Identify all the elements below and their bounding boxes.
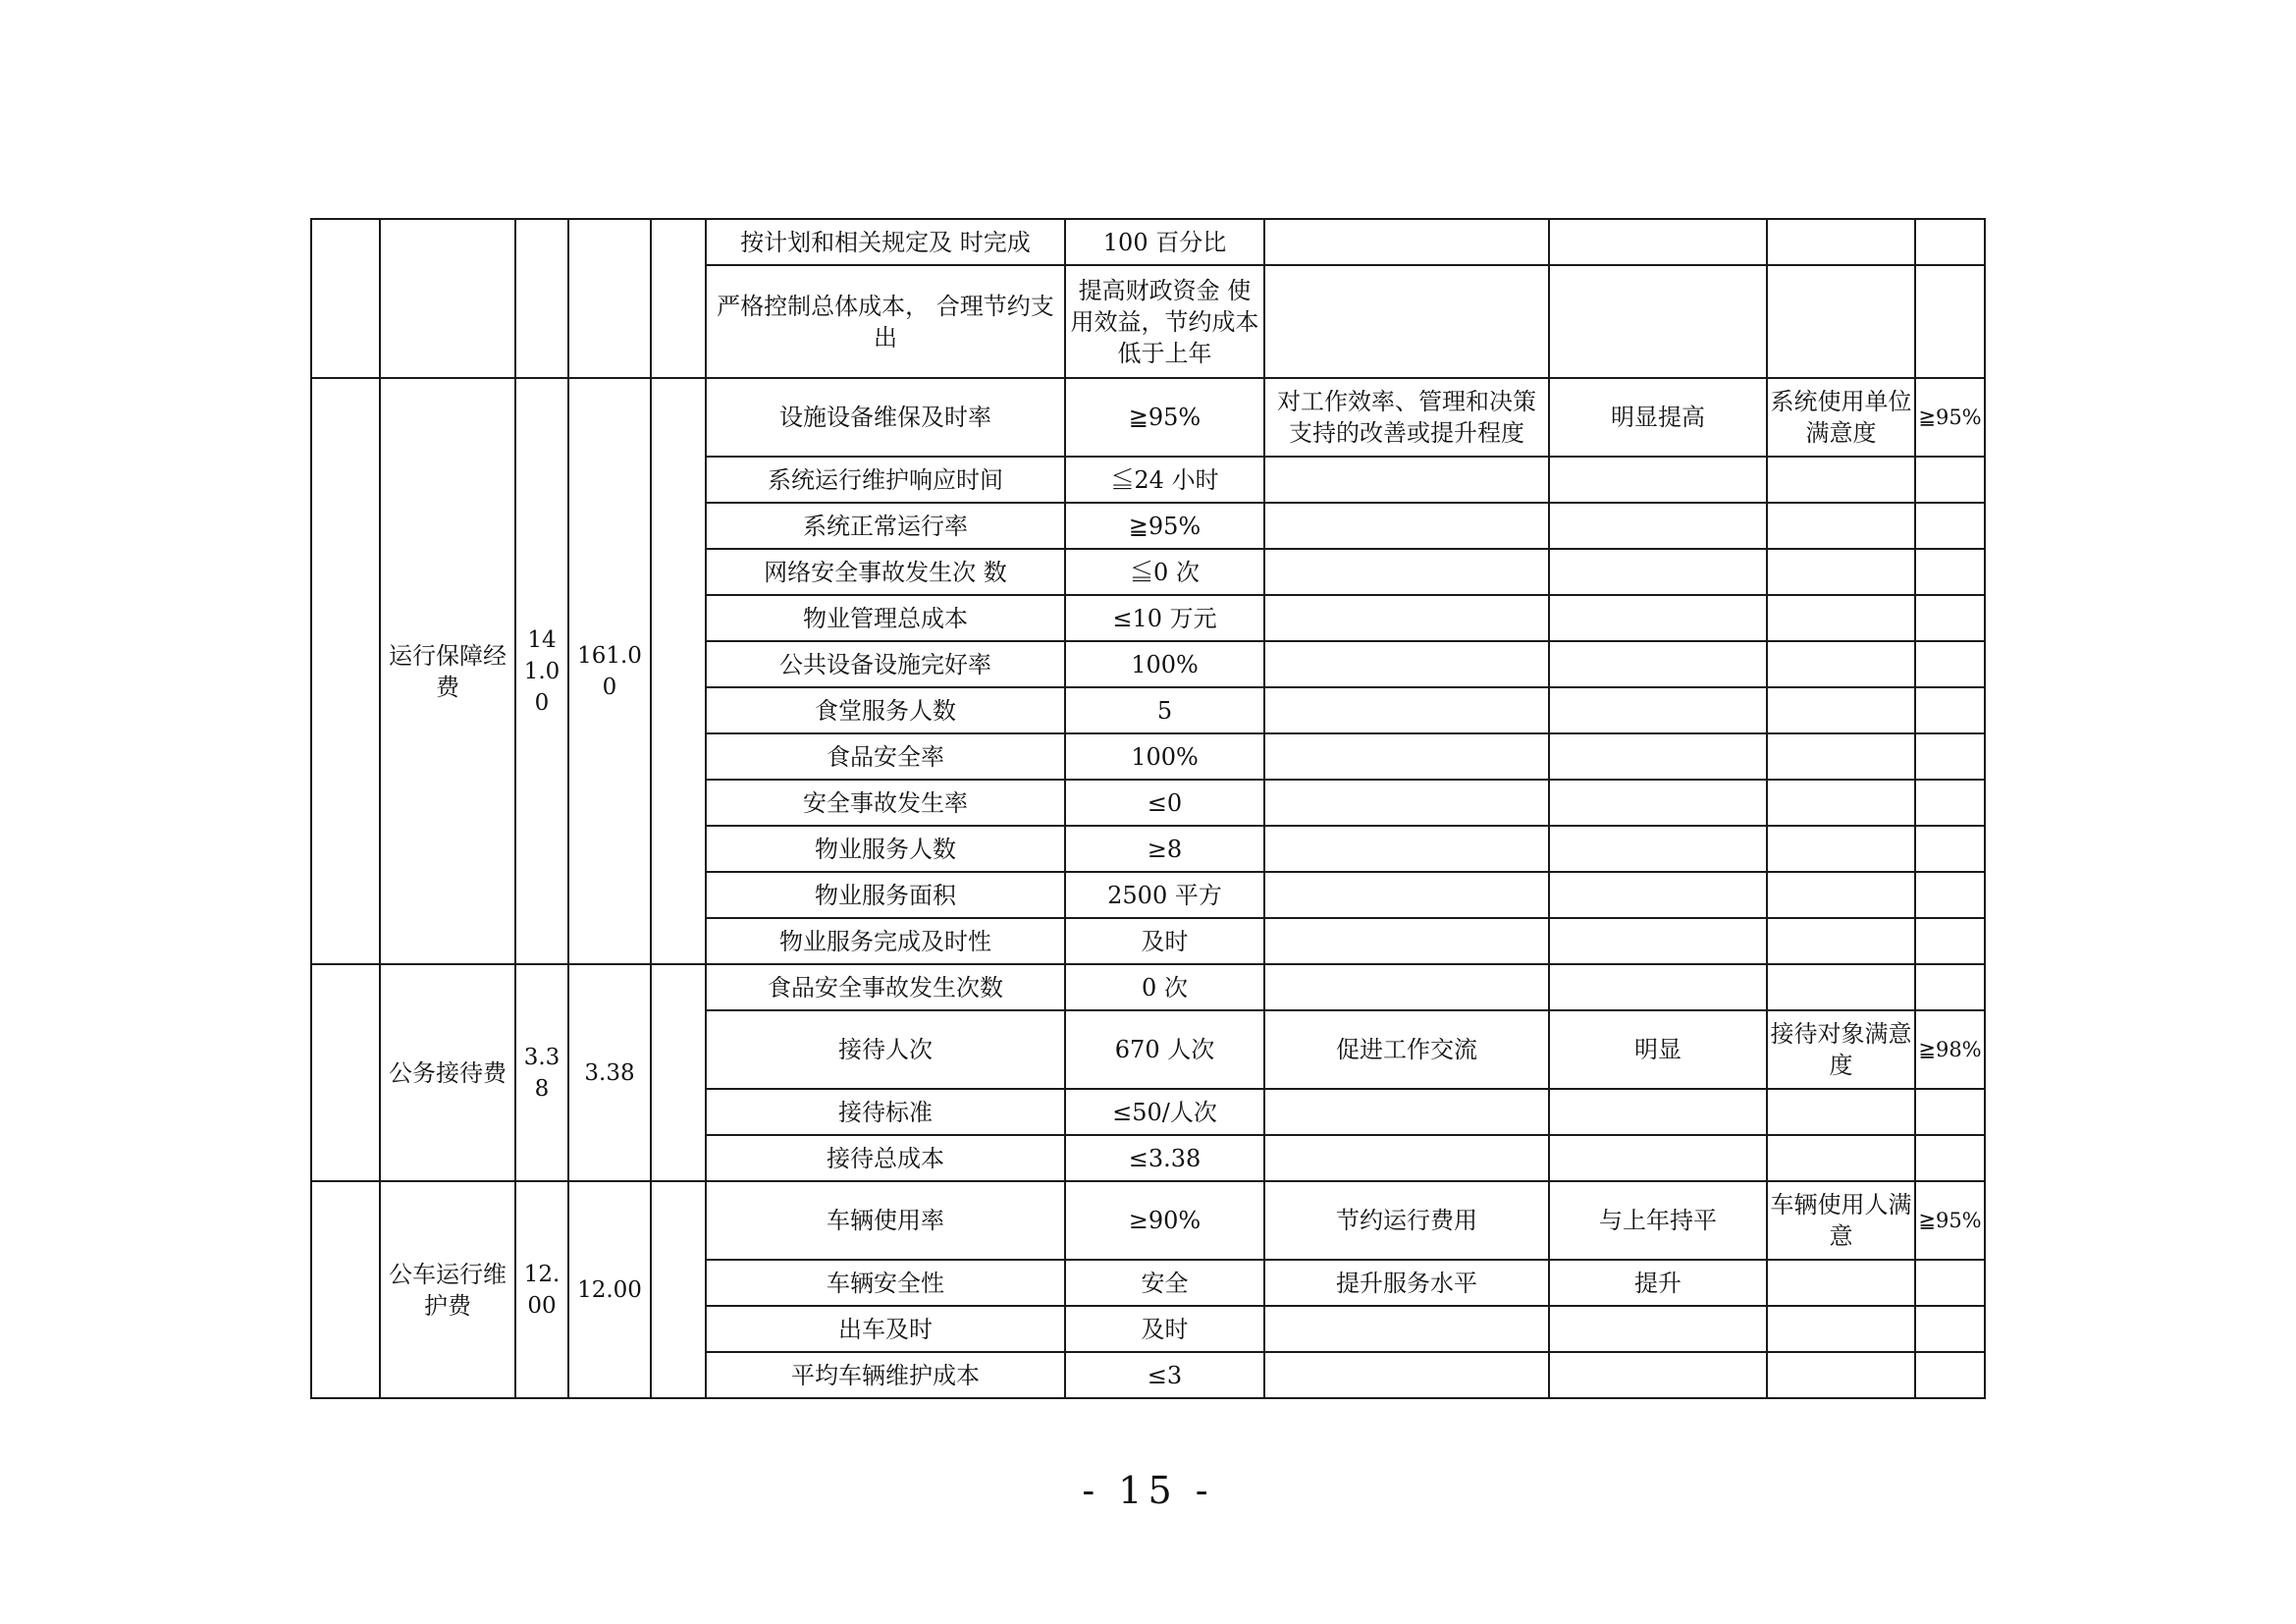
effect-value-cell: 与上年持平 [1549,1181,1767,1260]
effect-value-cell [1549,826,1767,872]
output-indicator-cell: 系统运行维护响应时间 [706,457,1065,503]
effect-value-cell [1549,918,1767,964]
effect-indicator-cell: 对工作效率、管理和决策支持的改善或提升程度 [1264,378,1549,457]
satisfaction-value-cell [1915,457,1985,503]
target-value-cell: 100% [1065,641,1264,687]
satisfaction-indicator-cell [1767,595,1915,641]
target-value-cell: 2500 平方 [1065,872,1264,918]
effect-value-cell [1549,1306,1767,1352]
effect-value-cell [1549,457,1767,503]
effect-value-cell [1549,733,1767,780]
satisfaction-indicator-cell [1767,1260,1915,1306]
effect-value-cell: 明显 [1549,1010,1767,1089]
indicator-type-cell [651,1181,706,1398]
effect-value-cell [1549,780,1767,826]
table-row [311,964,1985,1010]
effect-value-cell [1549,687,1767,733]
satisfaction-value-cell [1915,780,1985,826]
effect-value-cell [1549,265,1767,378]
effect-indicator-cell [1264,219,1549,265]
target-value-cell: 100% [1065,733,1264,780]
satisfaction-indicator-cell [1767,1306,1915,1352]
satisfaction-value-cell [1915,641,1985,687]
target-value-cell: ≧95% [1065,378,1264,457]
target-value-cell: 5 [1065,687,1264,733]
satisfaction-indicator-cell: 系统使用单位满意度 [1767,378,1915,457]
output-indicator-cell: 食堂服务人数 [706,687,1065,733]
table-row [311,219,1985,265]
satisfaction-value-cell: ≧95% [1915,1181,1985,1260]
satisfaction-value-cell [1915,265,1985,378]
satisfaction-indicator-cell [1767,503,1915,549]
satisfaction-indicator-cell [1767,641,1915,687]
satisfaction-value-cell [1915,219,1985,265]
satisfaction-indicator-cell [1767,733,1915,780]
target-value-cell: 安全 [1065,1260,1264,1306]
output-indicator-cell: 公共设备设施完好率 [706,641,1065,687]
target-value-cell: 670 人次 [1065,1010,1264,1089]
effect-indicator-cell [1264,549,1549,595]
output-indicator-cell: 按计划和相关规定及 时完成 [706,219,1065,265]
target-value-cell: ≥8 [1065,826,1264,872]
satisfaction-indicator-cell [1767,687,1915,733]
target-value-cell: 及时 [1065,918,1264,964]
satisfaction-indicator-cell [1767,457,1915,503]
satisfaction-value-cell: ≧98% [1915,1010,1985,1089]
target-value-cell: ≤0 [1065,780,1264,826]
effect-indicator-cell [1264,457,1549,503]
output-indicator-cell: 物业管理总成本 [706,595,1065,641]
table-row [311,1181,1985,1260]
target-value-cell: ≥90% [1065,1181,1264,1260]
effect-indicator-cell [1264,918,1549,964]
satisfaction-indicator-cell [1767,549,1915,595]
satisfaction-indicator-cell [1767,1352,1915,1398]
satisfaction-indicator-cell [1767,918,1915,964]
budget-cell: 141.00 [515,378,568,964]
satisfaction-value-cell [1915,872,1985,918]
satisfaction-value-cell: ≧95% [1915,378,1985,457]
satisfaction-indicator-cell [1767,1135,1915,1181]
satisfaction-value-cell [1915,1306,1985,1352]
project-name-cell: 运行保障经费 [380,378,515,964]
page-number: - 15 - [1082,1469,1214,1512]
satisfaction-value-cell [1915,1089,1985,1135]
output-indicator-cell: 车辆使用率 [706,1181,1065,1260]
effect-indicator-cell [1264,780,1549,826]
effect-indicator-cell: 节约运行费用 [1264,1181,1549,1260]
project-name-cell: 公车运行维护费 [380,1181,515,1398]
effect-indicator-cell [1264,733,1549,780]
effect-indicator-cell [1264,872,1549,918]
output-indicator-cell: 出车及时 [706,1306,1065,1352]
effect-value-cell: 提升 [1549,1260,1767,1306]
satisfaction-value-cell [1915,918,1985,964]
effect-value-cell [1549,1352,1767,1398]
budget-cell [515,219,568,378]
budget-cell: 3.38 [515,964,568,1181]
satisfaction-indicator-cell [1767,1089,1915,1135]
target-value-cell: 提高财政资金 使用效益，节约成本低于上年 [1065,265,1264,378]
satisfaction-indicator-cell [1767,265,1915,378]
effect-indicator-cell: 促进工作交流 [1264,1010,1549,1089]
amount-cell: 12.00 [568,1181,651,1398]
output-indicator-cell: 食品安全率 [706,733,1065,780]
satisfaction-indicator-cell [1767,219,1915,265]
project-name-cell: 公务接待费 [380,964,515,1181]
effect-value-cell [1549,1089,1767,1135]
target-value-cell: ≤10 万元 [1065,595,1264,641]
effect-indicator-cell: 提升服务水平 [1264,1260,1549,1306]
category-cell [311,1181,380,1398]
effect-indicator-cell [1264,503,1549,549]
target-value-cell: ≦24 小时 [1065,457,1264,503]
indicator-type-cell [651,964,706,1181]
output-indicator-cell: 车辆安全性 [706,1260,1065,1306]
effect-indicator-cell [1264,265,1549,378]
budget-cell: 12.00 [515,1181,568,1398]
target-value-cell: ≤50/人次 [1065,1089,1264,1135]
output-indicator-cell: 系统正常运行率 [706,503,1065,549]
effect-indicator-cell [1264,687,1549,733]
project-name-cell [380,219,515,378]
satisfaction-indicator-cell [1767,826,1915,872]
target-value-cell: 100 百分比 [1065,219,1264,265]
effect-value-cell: 明显提高 [1549,378,1767,457]
output-indicator-cell: 接待标准 [706,1089,1065,1135]
effect-value-cell [1549,1135,1767,1181]
target-value-cell: ≦0 次 [1065,549,1264,595]
effect-value-cell [1549,549,1767,595]
target-value-cell: 0 次 [1065,964,1264,1010]
satisfaction-indicator-cell [1767,780,1915,826]
output-indicator-cell: 物业服务完成及时性 [706,918,1065,964]
satisfaction-indicator-cell: 接待对象满意度 [1767,1010,1915,1089]
effect-indicator-cell [1264,1352,1549,1398]
output-indicator-cell: 物业服务人数 [706,826,1065,872]
effect-value-cell [1549,641,1767,687]
satisfaction-value-cell [1915,964,1985,1010]
output-indicator-cell: 接待人次 [706,1010,1065,1089]
indicator-type-cell [651,378,706,964]
effect-indicator-cell [1264,964,1549,1010]
effect-value-cell [1549,964,1767,1010]
satisfaction-value-cell [1915,549,1985,595]
satisfaction-value-cell [1915,1135,1985,1181]
performance-target-table [310,218,1986,1399]
amount-cell [568,219,651,378]
table-row [311,378,1985,457]
amount-cell: 3.38 [568,964,651,1181]
effect-value-cell [1549,595,1767,641]
effect-indicator-cell [1264,595,1549,641]
effect-value-cell [1549,503,1767,549]
output-indicator-cell: 接待总成本 [706,1135,1065,1181]
effect-indicator-cell [1264,641,1549,687]
satisfaction-value-cell [1915,826,1985,872]
output-indicator-cell: 设施设备维保及时率 [706,378,1065,457]
target-value-cell: 及时 [1065,1306,1264,1352]
satisfaction-value-cell [1915,503,1985,549]
satisfaction-indicator-cell: 车辆使用人满意 [1767,1181,1915,1260]
satisfaction-indicator-cell [1767,964,1915,1010]
satisfaction-value-cell [1915,1352,1985,1398]
satisfaction-value-cell [1915,733,1985,780]
indicator-type-cell [651,219,706,378]
output-indicator-cell: 安全事故发生率 [706,780,1065,826]
output-indicator-cell: 严格控制总体成本， 合理节约支出 [706,265,1065,378]
target-value-cell: ≧95% [1065,503,1264,549]
effect-indicator-cell [1264,1135,1549,1181]
effect-indicator-cell [1264,1089,1549,1135]
output-indicator-cell: 平均车辆维护成本 [706,1352,1065,1398]
category-cell [311,219,380,378]
effect-value-cell [1549,872,1767,918]
output-indicator-cell: 食品安全事故发生次数 [706,964,1065,1010]
category-cell [311,378,380,964]
effect-indicator-cell [1264,1306,1549,1352]
output-indicator-cell: 网络安全事故发生次 数 [706,549,1065,595]
target-value-cell: ≤3 [1065,1352,1264,1398]
output-indicator-cell: 物业服务面积 [706,872,1065,918]
effect-value-cell [1549,219,1767,265]
category-cell [311,964,380,1181]
target-value-cell: ≤3.38 [1065,1135,1264,1181]
satisfaction-value-cell [1915,1260,1985,1306]
satisfaction-value-cell [1915,595,1985,641]
satisfaction-indicator-cell [1767,872,1915,918]
amount-cell: 161.00 [568,378,651,964]
satisfaction-value-cell [1915,687,1985,733]
effect-indicator-cell [1264,826,1549,872]
